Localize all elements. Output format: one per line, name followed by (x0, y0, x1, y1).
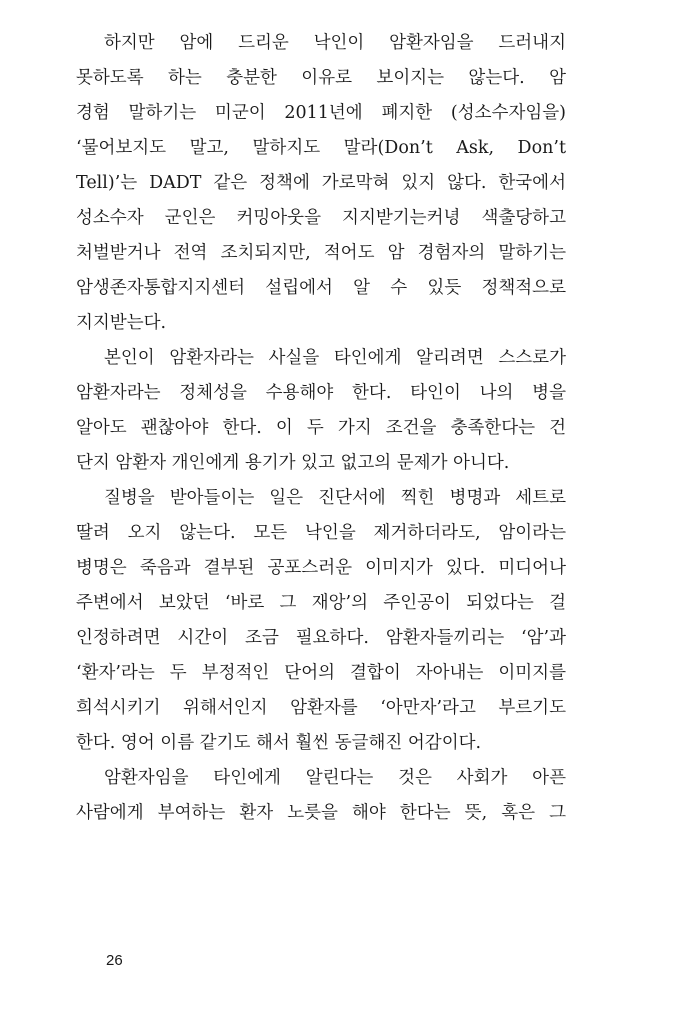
text-line: 암생존자통합지지센터 설립에서 알 수 있듯 정책적으로 (76, 278, 566, 298)
body-text (76, 26, 566, 831)
text-line: 질병을 받아들이는 일은 진단서에 찍힌 병명과 세트로 (104, 488, 566, 508)
text-line: 성소수자 군인은 커밍아웃을 지지받기는커녕 색출당하고 (76, 208, 566, 228)
text-line: 하지만 암에 드리운 낙인이 암환자임을 드러내지 (104, 33, 566, 53)
paragraph-3 (76, 481, 566, 761)
text-line: 한다. 영어 이름 같기도 해서 훨씬 동글해진 어감이다. (76, 733, 482, 753)
text-line: 지지받는다. (76, 313, 167, 333)
text-line: 딸려 오지 않는다. 모든 낙인을 제거하더라도, 암이라는 (76, 523, 566, 543)
text-line: 못하도록 하는 충분한 이유로 보이지는 않는다. 암 (76, 68, 566, 88)
text-line: 인정하려면 시간이 조금 필요하다. 암환자들끼리는 ‘암’과 (76, 628, 566, 648)
text-line: 경험 말하기는 미군이 2011년에 폐지한 (성소수자임을) (76, 103, 566, 123)
text-line: 단지 암환자 개인에게 용기가 있고 없고의 문제가 아니다. (76, 453, 510, 473)
text-line: 암환자라는 정체성을 수용해야 한다. 타인이 나의 병을 (76, 383, 566, 403)
text-line: ‘환자’라는 두 부정적인 단어의 결합이 자아내는 이미지를 (76, 663, 566, 683)
text-line: 처벌받거나 전역 조치되지만, 적어도 암 경험자의 말하기는 (76, 243, 566, 263)
text-line: 본인이 암환자라는 사실을 타인에게 알리려면 스스로가 (104, 348, 566, 368)
text-line: Tell)’는 DADT 같은 정책에 가로막혀 있지 않다. 한국에서 (76, 173, 566, 193)
text-line: 사람에게 부여하는 환자 노릇을 해야 한다는 뜻, 혹은 그 (76, 803, 566, 823)
paragraph-4 (76, 761, 566, 831)
text-line: 희석시키기 위해서인지 암환자를 ‘아만자’라고 부르기도 (76, 698, 566, 718)
page-number: 26 (106, 952, 123, 969)
text-line: 암환자임을 타인에게 알린다는 것은 사회가 아픈 (104, 768, 566, 788)
text-line: 병명은 죽음과 결부된 공포스러운 이미지가 있다. 미디어나 (76, 558, 566, 578)
text-line: ‘물어보지도 말고, 말하지도 말라(Don’t Ask, Don’t (76, 138, 566, 158)
text-line: 알아도 괜찮아야 한다. 이 두 가지 조건을 충족한다는 건 (76, 418, 566, 438)
text-line: 주변에서 보았던 ‘바로 그 재앙’의 주인공이 되었다는 걸 (76, 593, 566, 613)
paragraph-1 (76, 26, 566, 341)
paragraph-2 (76, 341, 566, 481)
